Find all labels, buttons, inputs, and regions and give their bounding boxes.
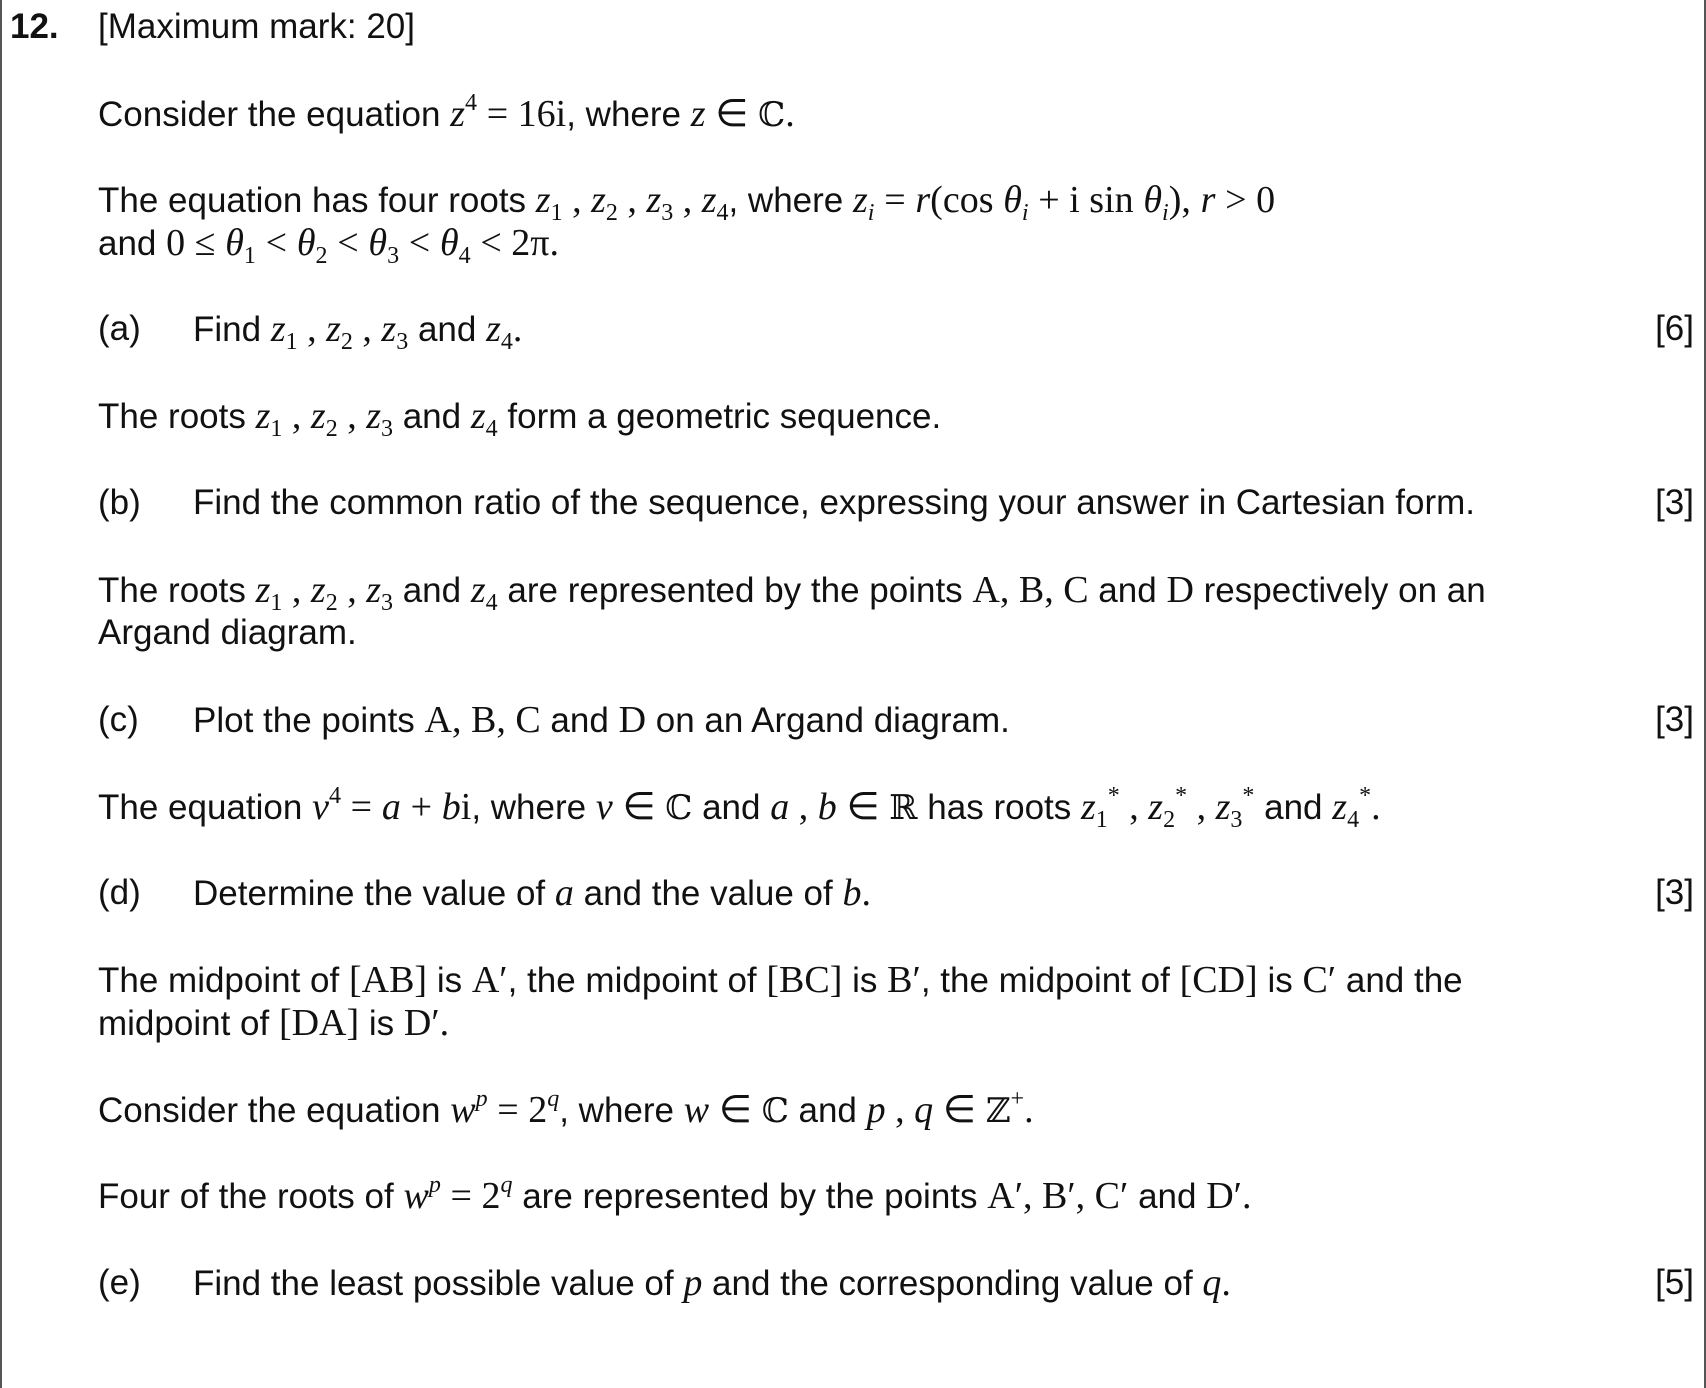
third-equation-line: Consider the equation $w^p = 2^q$, where w ∈ ℂ and p , q ∈ ℤ+.: [98, 1086, 1034, 1131]
part-d-mark: [3]: [1655, 873, 1694, 912]
part-c-label: (c): [98, 700, 139, 739]
intro-equation-line: Consider the equation $z^4 = 16i$, where z ∈ ℂ.: [98, 90, 795, 135]
part-d-text: Determine the value of a and the value of b.: [193, 872, 871, 914]
part-a-text: Find $z_1$ , $z_2$ , $z_3$ and $z_4$.: [193, 308, 523, 355]
part-e-mark: [5]: [1655, 1263, 1694, 1302]
midpoint-line2: midpoint of [DA] is D′.: [98, 1002, 450, 1044]
roots-definition-line1: The equation has four roots $z_1$ , $z_2$ , $z_3$ , $z_4$, where $z_i = r(\cos$ $\theta_i + i$ $\sin \theta_i$), r > 0: [98, 179, 1276, 226]
four-roots-line: Four of the roots of $w^p = 2^q$ are represented by the points A′, B′, C′ and D′.: [98, 1172, 1252, 1217]
max-mark: [Maximum mark: 20]: [98, 7, 415, 46]
part-a-mark: [6]: [1655, 309, 1694, 348]
geometric-sequence-line: The roots $z_1$ , $z_2$ , $z_3$ and $z_4$ form a geometric sequence.: [98, 395, 942, 442]
roots-definition-line2: and $0 \le \theta_1 < \theta_2 < \theta_3 < \theta_4 < 2\pi$.: [98, 222, 559, 269]
where-text: , where: [566, 95, 682, 134]
part-b-label: (b): [98, 483, 141, 522]
part-c-text: Plot the points A, B, C and D on an Argand diagram.: [193, 699, 1010, 741]
part-e-text: Find the least possible value of p and the corresponding value of q.: [193, 1262, 1231, 1304]
part-a-label: (a): [98, 309, 141, 348]
part-b-mark: [3]: [1655, 483, 1694, 522]
part-d-label: (d): [98, 873, 141, 912]
question-number: 12.: [10, 7, 59, 46]
midpoint-line1: The midpoint of [AB] is A′, the midpoint of [BC] is B′, the midpoint of [CD] is C′ and the: [98, 959, 1463, 1001]
argand-line1: The roots $z_1$ , $z_2$ , $z_3$ and $z_4$ are represented by the points A, B, C and D respectively on an: [98, 569, 1486, 616]
intro-prefix: Consider the equation: [98, 95, 441, 134]
argand-line2: Argand diagram.: [98, 613, 357, 652]
part-e-label: (e): [98, 1263, 141, 1302]
second-equation-line: The equation $v^4 = a$ + bi, where v ∈ ℂ and a , b ∈ ℝ has roots $z_1^*$ , $z_2^*$ , $z_3^*$ and $z_4^*$.: [98, 783, 1381, 833]
part-b-text: Find the common ratio of the sequence, expressing your answer in Cartesian form.: [193, 483, 1476, 522]
left-border: [0, 0, 2, 1388]
part-c-mark: [3]: [1655, 700, 1694, 739]
